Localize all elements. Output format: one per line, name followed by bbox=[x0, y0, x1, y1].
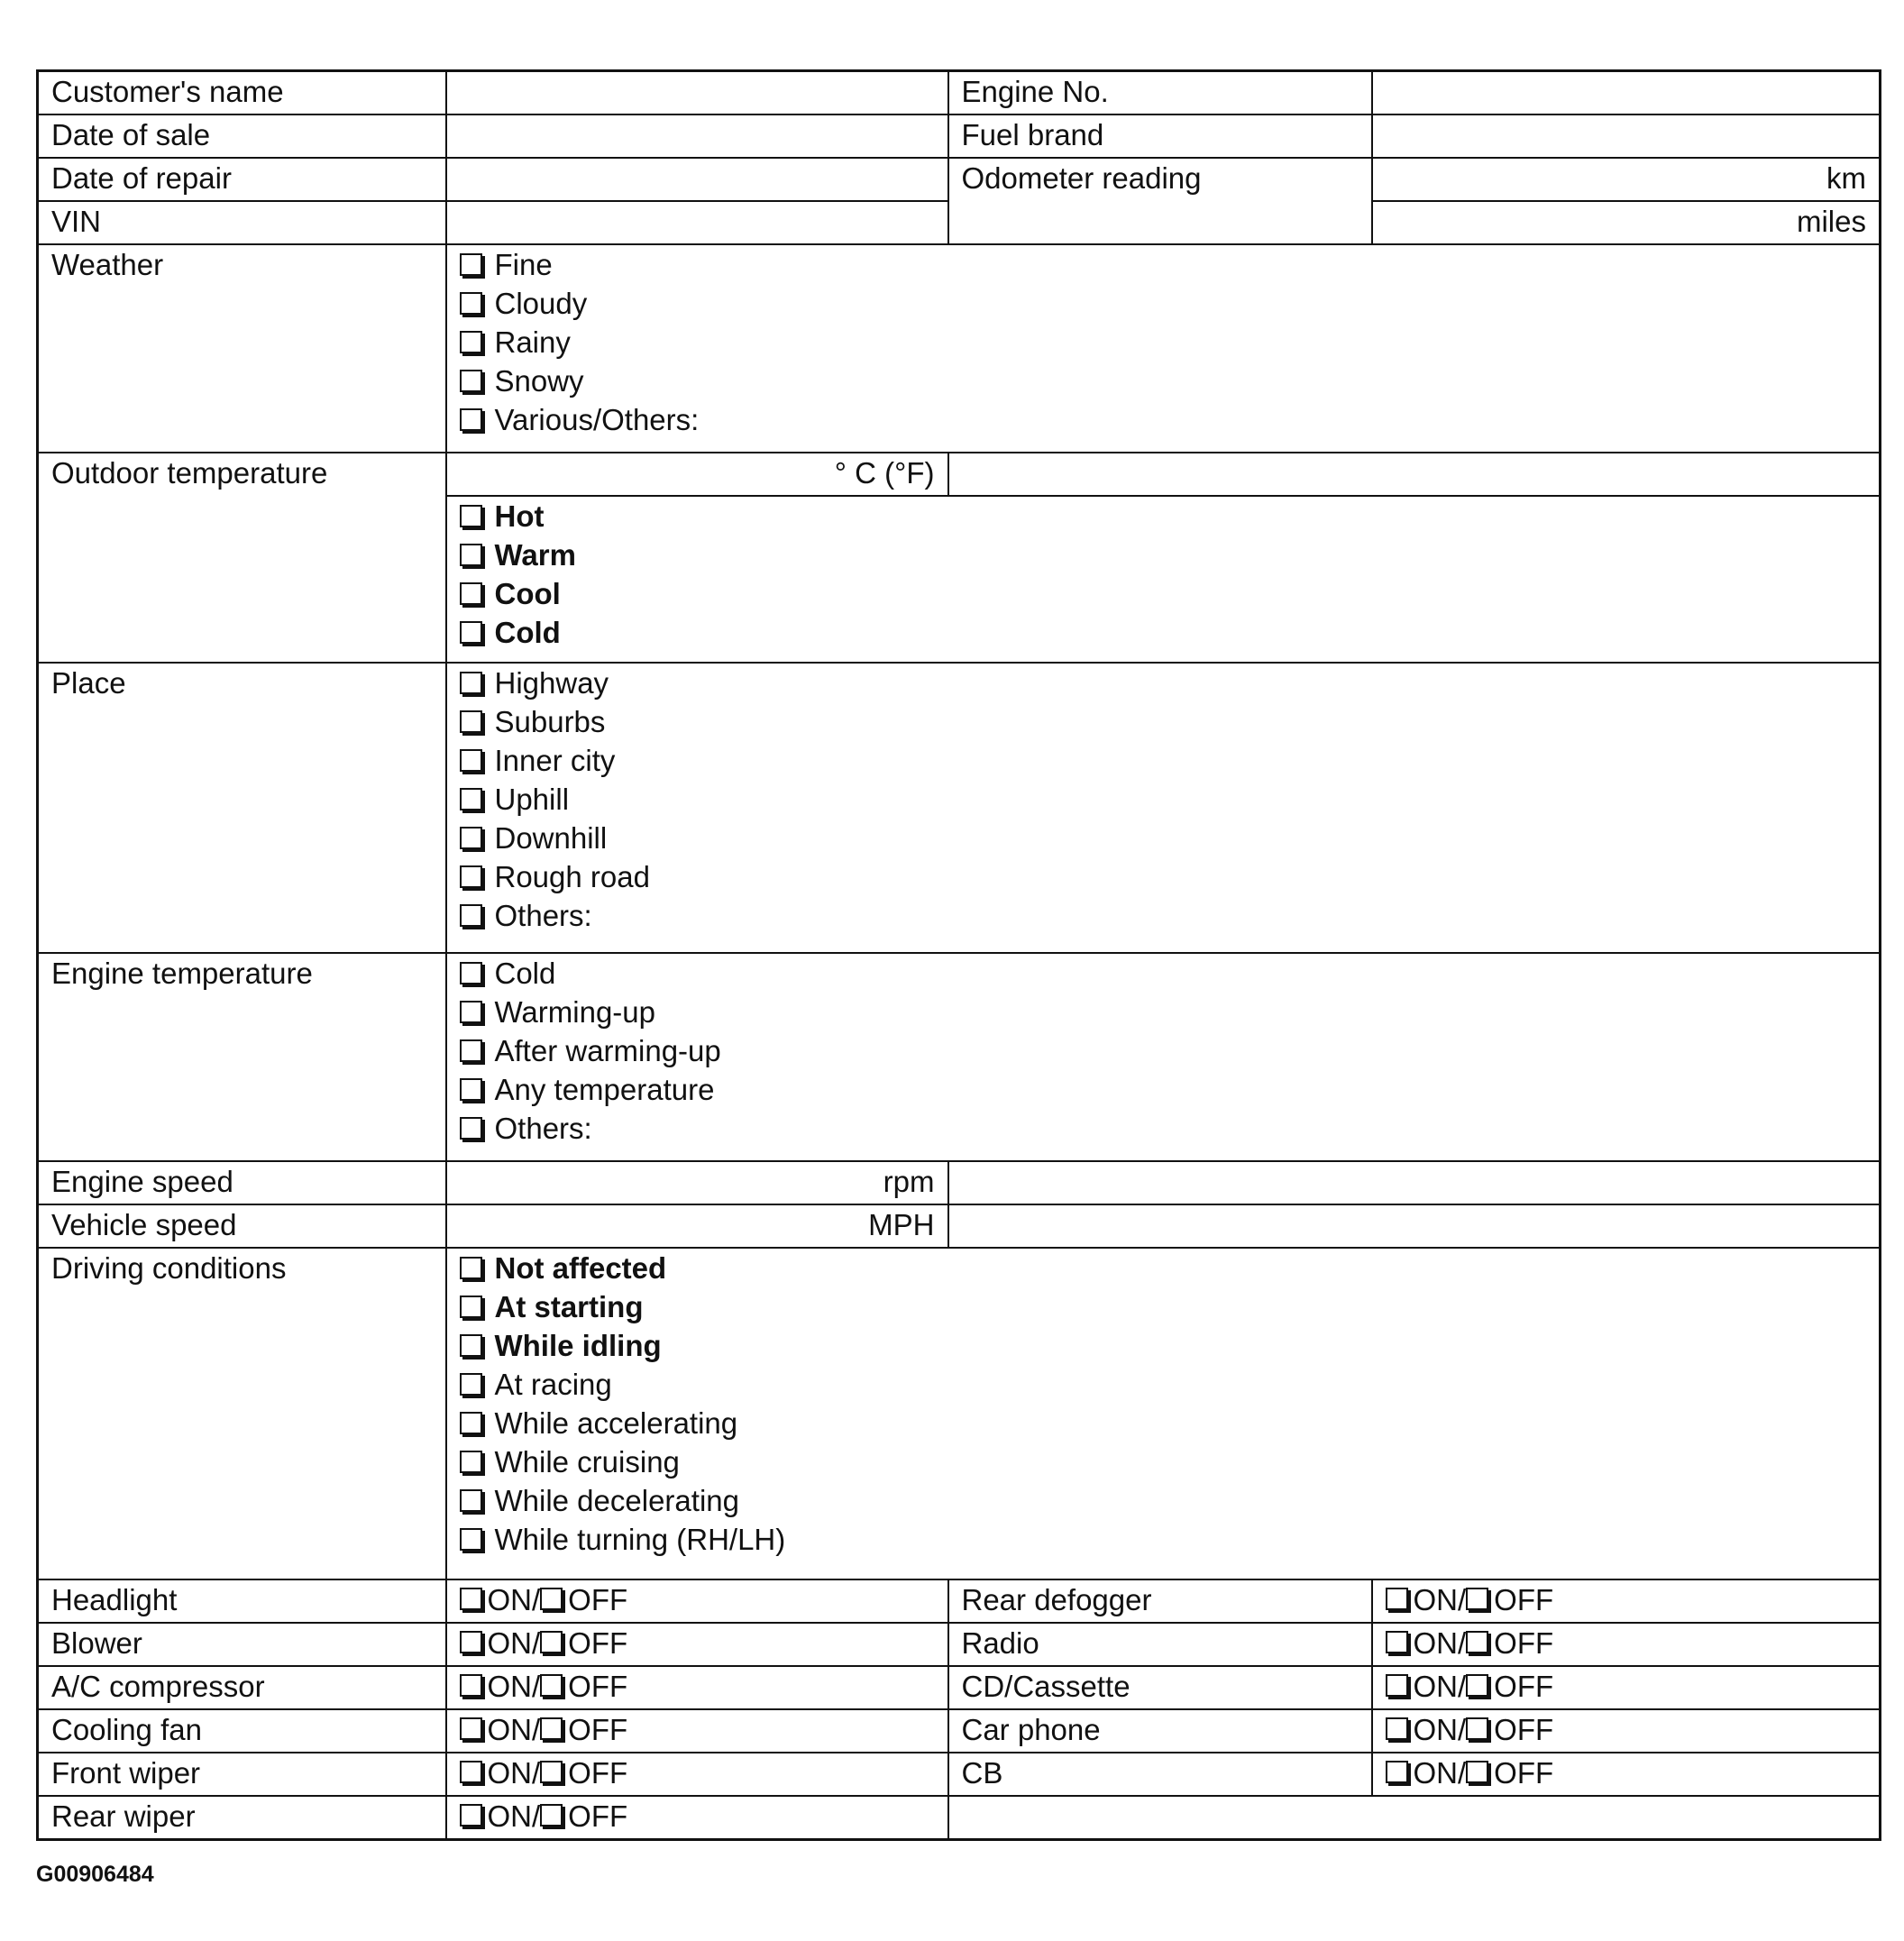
device-label: Rear wiper bbox=[38, 1796, 446, 1840]
checkbox-icon[interactable] bbox=[540, 1761, 563, 1783]
date-of-repair-field[interactable] bbox=[446, 158, 948, 201]
device-label: CB bbox=[948, 1753, 1372, 1796]
checkbox-icon[interactable] bbox=[1466, 1674, 1488, 1697]
checkbox-icon[interactable] bbox=[460, 1717, 482, 1740]
place-option[interactable]: Uphill bbox=[460, 780, 1867, 819]
date-of-repair-label: Date of repair bbox=[38, 158, 446, 201]
weather-option[interactable]: Snowy bbox=[460, 362, 1867, 400]
checkbox-icon[interactable] bbox=[540, 1588, 563, 1610]
device-label: Blower bbox=[38, 1623, 446, 1666]
date-of-sale-field[interactable] bbox=[446, 114, 948, 158]
checkbox-icon[interactable] bbox=[460, 1804, 482, 1827]
checkbox-icon[interactable] bbox=[1466, 1588, 1488, 1610]
date-of-sale-label: Date of sale bbox=[38, 114, 446, 158]
engine-temp-option[interactable]: Cold bbox=[460, 954, 1867, 993]
checkbox-icon[interactable] bbox=[1386, 1717, 1408, 1740]
place-option[interactable]: Others: bbox=[460, 896, 1867, 935]
checkbox-icon[interactable] bbox=[1466, 1761, 1488, 1783]
temperature-option[interactable]: Hot bbox=[460, 497, 1867, 536]
checkbox-icon[interactable] bbox=[460, 1451, 482, 1473]
device-label: A/C compressor bbox=[38, 1666, 446, 1709]
blower-switch: ON/ OFF bbox=[446, 1623, 948, 1666]
checkbox-icon[interactable] bbox=[460, 544, 482, 566]
cb-switch: ON/ OFF bbox=[1372, 1753, 1881, 1796]
driving-option[interactable]: At racing bbox=[460, 1365, 1867, 1404]
place-option[interactable]: Rough road bbox=[460, 857, 1867, 896]
checkbox-icon[interactable] bbox=[460, 1257, 482, 1279]
engine-temp-option[interactable]: Others: bbox=[460, 1109, 1867, 1148]
checkbox-icon[interactable] bbox=[460, 1373, 482, 1396]
odometer-reading-label: Odometer reading bbox=[948, 158, 1372, 244]
checkbox-icon[interactable] bbox=[460, 1588, 482, 1610]
empty-cell bbox=[948, 1796, 1881, 1840]
place-option[interactable]: Downhill bbox=[460, 819, 1867, 857]
checkbox-icon[interactable] bbox=[460, 582, 482, 605]
car-phone-switch: ON/ OFF bbox=[1372, 1709, 1881, 1753]
outdoor-temperature-field[interactable] bbox=[446, 453, 948, 496]
checkbox-icon[interactable] bbox=[540, 1674, 563, 1697]
device-label: Car phone bbox=[948, 1709, 1372, 1753]
driving-option[interactable]: While accelerating bbox=[460, 1404, 1867, 1442]
engine-speed-label: Engine speed bbox=[38, 1161, 446, 1204]
vin-field[interactable] bbox=[446, 201, 948, 244]
outdoor-temperature-blank bbox=[948, 453, 1881, 496]
driving-option[interactable]: While cruising bbox=[460, 1442, 1867, 1481]
checkbox-icon[interactable] bbox=[460, 788, 482, 810]
device-label: Headlight bbox=[38, 1579, 446, 1623]
fuel-brand-label: Fuel brand bbox=[948, 114, 1372, 158]
device-label: Cooling fan bbox=[38, 1709, 446, 1753]
weather-label: Weather bbox=[38, 244, 446, 453]
headlight-switch: ON/ OFF bbox=[446, 1579, 948, 1623]
km-unit: km bbox=[1826, 160, 1866, 195]
checkbox-icon[interactable] bbox=[460, 1039, 482, 1062]
outdoor-temperature-label: Outdoor temperature bbox=[38, 453, 446, 663]
vehicle-speed-label: Vehicle speed bbox=[38, 1204, 446, 1248]
checkbox-icon[interactable] bbox=[460, 292, 482, 315]
checkbox-icon[interactable] bbox=[1466, 1631, 1488, 1653]
checkbox-icon[interactable] bbox=[1386, 1588, 1408, 1610]
place-option[interactable]: Inner city bbox=[460, 741, 1867, 780]
checkbox-icon[interactable] bbox=[460, 1528, 482, 1551]
weather-option[interactable]: Rainy bbox=[460, 323, 1867, 362]
device-label: Front wiper bbox=[38, 1753, 446, 1796]
checkbox-icon[interactable] bbox=[1386, 1761, 1408, 1783]
ac-compressor-switch: ON/ OFF bbox=[446, 1666, 948, 1709]
odometer-miles-field[interactable] bbox=[1372, 201, 1881, 244]
driving-conditions-label: Driving conditions bbox=[38, 1248, 446, 1579]
miles-unit: miles bbox=[1796, 204, 1866, 238]
temp-unit: ° C (°F) bbox=[834, 455, 935, 490]
rpm-unit: rpm bbox=[883, 1165, 935, 1199]
temperature-option[interactable]: Cool bbox=[460, 574, 1867, 613]
driving-option[interactable]: While decelerating bbox=[460, 1481, 1867, 1520]
driving-option[interactable]: Not affected bbox=[460, 1249, 1867, 1287]
checkbox-icon[interactable] bbox=[460, 827, 482, 849]
checkbox-icon[interactable] bbox=[460, 672, 482, 694]
driving-option[interactable]: While turning (RH/LH) bbox=[460, 1520, 1867, 1559]
fuel-brand-field[interactable] bbox=[1372, 114, 1881, 158]
checkbox-icon[interactable] bbox=[460, 1334, 482, 1357]
front-wiper-switch: ON/ OFF bbox=[446, 1753, 948, 1796]
engine-temp-option[interactable]: Warming-up bbox=[460, 993, 1867, 1031]
checkbox-icon[interactable] bbox=[460, 1117, 482, 1140]
vehicle-speed-field[interactable] bbox=[446, 1204, 948, 1248]
checkbox-icon[interactable] bbox=[460, 749, 482, 772]
odometer-km-field[interactable] bbox=[1372, 158, 1881, 201]
checkbox-icon[interactable] bbox=[460, 710, 482, 733]
weather-option[interactable]: Various/Others: bbox=[460, 400, 1867, 439]
checkbox-icon[interactable] bbox=[460, 962, 482, 984]
checkbox-icon[interactable] bbox=[1386, 1674, 1408, 1697]
weather-option[interactable]: Cloudy bbox=[460, 284, 1867, 323]
place-options bbox=[446, 663, 1881, 954]
checkbox-icon[interactable] bbox=[460, 408, 482, 431]
checkbox-icon[interactable] bbox=[460, 505, 482, 527]
device-label: Radio bbox=[948, 1623, 1372, 1666]
engine-no-label: Engine No. bbox=[948, 71, 1372, 114]
vehicle-speed-blank bbox=[948, 1204, 1881, 1248]
temperature-option[interactable]: Cold bbox=[460, 613, 1867, 652]
rear-defogger-switch: ON/ OFF bbox=[1372, 1579, 1881, 1623]
driving-conditions-options bbox=[446, 1248, 1881, 1579]
engine-no-field[interactable] bbox=[1372, 71, 1881, 114]
engine-speed-field[interactable] bbox=[446, 1161, 948, 1204]
place-option[interactable]: Suburbs bbox=[460, 702, 1867, 741]
checkbox-icon[interactable] bbox=[460, 904, 482, 927]
place-label: Place bbox=[38, 663, 446, 954]
checkbox-icon[interactable] bbox=[460, 1001, 482, 1023]
rear-wiper-switch: ON/ OFF bbox=[446, 1796, 948, 1840]
figure-id: G00906484 bbox=[36, 1862, 154, 1887]
checkbox-icon[interactable] bbox=[460, 1412, 482, 1434]
checkbox-icon[interactable] bbox=[540, 1717, 563, 1740]
checkbox-icon[interactable] bbox=[540, 1804, 563, 1827]
checkbox-icon[interactable] bbox=[540, 1631, 563, 1653]
vin-label: VIN bbox=[38, 201, 446, 244]
temperature-options bbox=[446, 496, 1881, 663]
engine-speed-blank bbox=[948, 1161, 1881, 1204]
driving-option[interactable]: While idling bbox=[460, 1326, 1867, 1365]
checkbox-icon[interactable] bbox=[460, 331, 482, 353]
engine-temperature-options bbox=[446, 953, 1881, 1161]
cd-cassette-switch: ON/ OFF bbox=[1372, 1666, 1881, 1709]
checkbox-icon[interactable] bbox=[460, 1078, 482, 1101]
weather-option[interactable]: Fine bbox=[460, 245, 1867, 284]
driving-option[interactable]: At starting bbox=[460, 1287, 1867, 1326]
checkbox-icon[interactable] bbox=[460, 1631, 482, 1653]
checkbox-icon[interactable] bbox=[460, 253, 482, 276]
checkbox-icon[interactable] bbox=[460, 1674, 482, 1697]
checkbox-icon[interactable] bbox=[460, 621, 482, 644]
device-label: CD/Cassette bbox=[948, 1666, 1372, 1709]
temperature-option[interactable]: Warm bbox=[460, 536, 1867, 574]
diagnosis-form bbox=[36, 69, 1881, 1841]
cooling-fan-switch: ON/ OFF bbox=[446, 1709, 948, 1753]
checkbox-icon[interactable] bbox=[460, 370, 482, 392]
customer-name-label: Customer's name bbox=[38, 71, 446, 114]
engine-temp-option[interactable]: Any temperature bbox=[460, 1070, 1867, 1109]
checkbox-icon[interactable] bbox=[460, 1761, 482, 1783]
checkbox-icon[interactable] bbox=[460, 1489, 482, 1512]
checkbox-icon[interactable] bbox=[1466, 1717, 1488, 1740]
checkbox-icon[interactable] bbox=[1386, 1631, 1408, 1653]
mph-unit: MPH bbox=[868, 1208, 935, 1242]
checkbox-icon[interactable] bbox=[460, 865, 482, 888]
engine-temp-option[interactable]: After warming-up bbox=[460, 1031, 1867, 1070]
device-label: Rear defogger bbox=[948, 1579, 1372, 1623]
radio-switch: ON/ OFF bbox=[1372, 1623, 1881, 1666]
weather-options bbox=[446, 244, 1881, 453]
place-option[interactable]: Highway bbox=[460, 664, 1867, 702]
checkbox-icon[interactable] bbox=[460, 1296, 482, 1318]
customer-name-field[interactable] bbox=[446, 71, 948, 114]
engine-temperature-label: Engine temperature bbox=[38, 953, 446, 1161]
